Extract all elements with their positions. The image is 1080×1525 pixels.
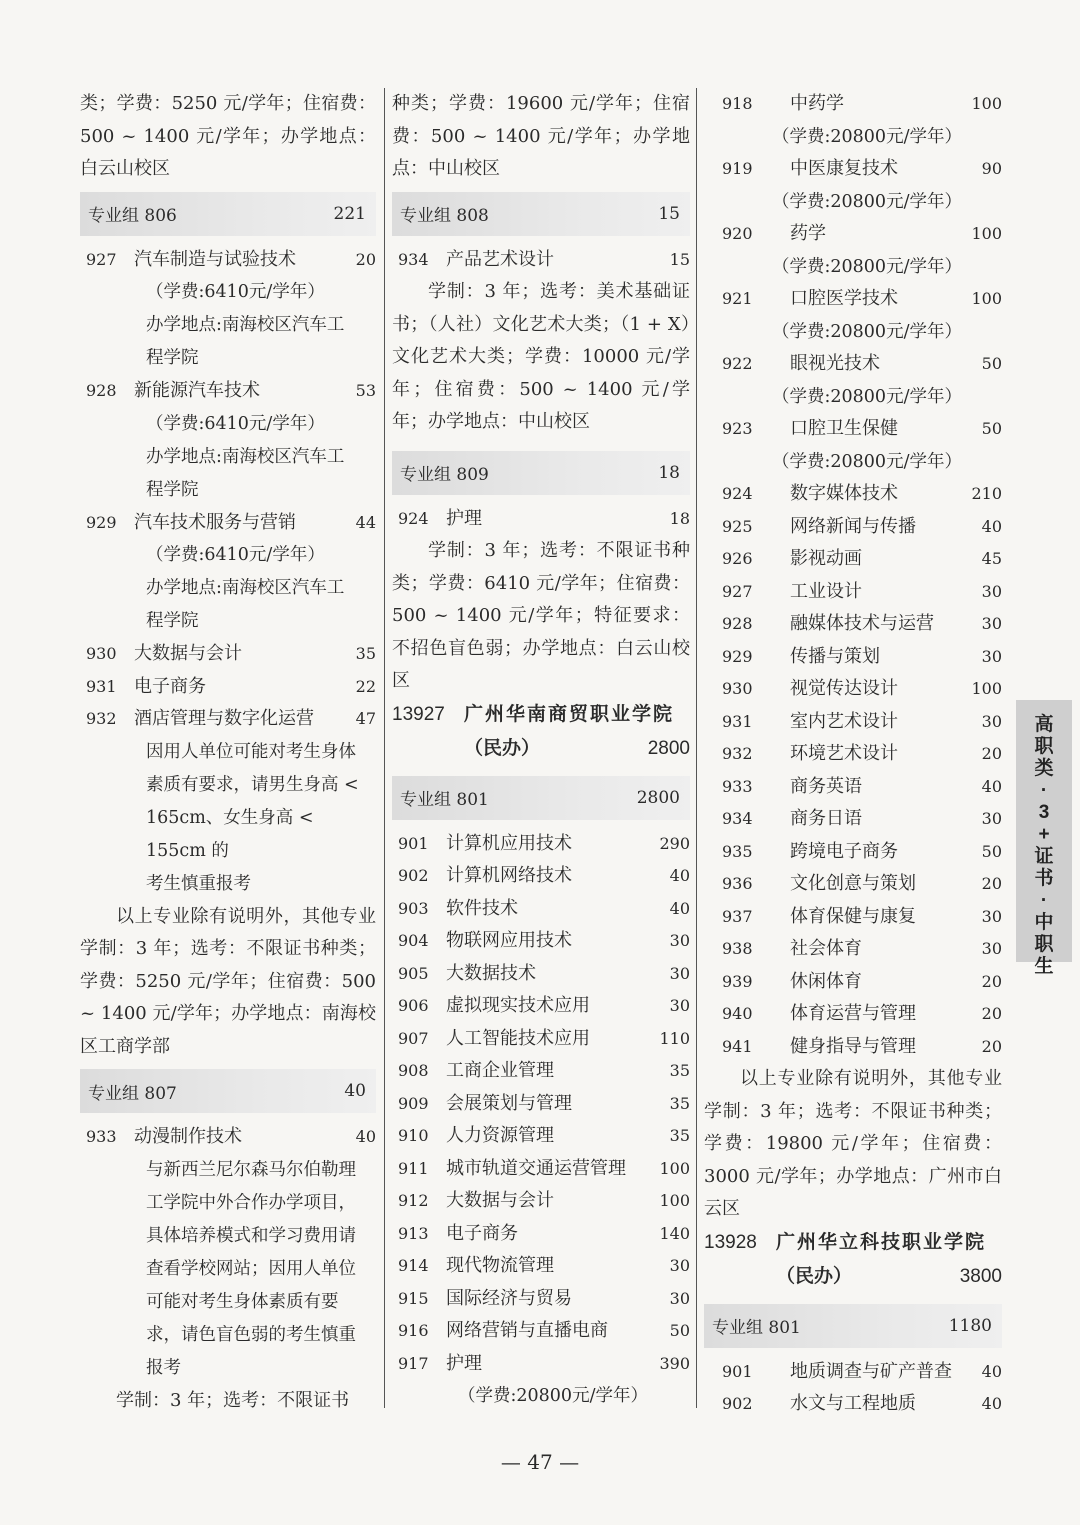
major-row: [392, 1250, 690, 1283]
major-note: 具体培养模式和学习费用请: [146, 1225, 356, 1246]
major-quota: 30: [981, 581, 1002, 601]
side-tab-char: 3: [1038, 802, 1050, 823]
major-row: [704, 1356, 1002, 1389]
major-row: [392, 990, 690, 1023]
major-row: [704, 543, 1002, 576]
major-name: 水文与工程地质: [790, 1393, 916, 1414]
major-name: 环境艺术设计: [790, 743, 898, 764]
major-note: （学费:20800元/学年）: [772, 191, 962, 212]
major-code: 930: [86, 644, 117, 663]
major-code: 927: [86, 249, 117, 269]
major-row: [704, 868, 1002, 901]
major-quota: 53: [355, 381, 376, 400]
school-type-row: [392, 732, 690, 766]
major-quota: 40: [981, 1394, 1002, 1413]
major-code: 902: [398, 866, 429, 885]
major-name: 传播与策划: [790, 645, 880, 667]
major-row: [80, 244, 376, 277]
major-quota: 40: [981, 776, 1002, 796]
major-note: （学费:6410元/学年）: [146, 545, 325, 565]
major-note: （学费:20800元/学年）: [772, 451, 962, 472]
major-name: 口腔卫生保健: [790, 418, 898, 439]
major-note: （学费:20800元/学年）: [772, 126, 962, 147]
major-code: 930: [722, 679, 753, 698]
major-quota: 140: [659, 1223, 690, 1243]
major-code: 938: [722, 939, 753, 958]
major-name: 会展策划与管理: [446, 1092, 572, 1114]
major-quota: 30: [669, 996, 690, 1015]
major-quota: 20: [981, 971, 1002, 991]
paragraph: 学制：3 年；选考：不限证书: [116, 1389, 350, 1411]
major-row: [704, 608, 1002, 641]
major-quota: 390: [659, 1353, 690, 1373]
group-header-801: [704, 1304, 1002, 1348]
major-quota: 90: [981, 159, 1002, 178]
major-row: [704, 803, 1002, 836]
major-code: 908: [398, 1061, 429, 1080]
major-note: 程学院: [146, 611, 199, 631]
major-name: 大数据与会计: [446, 1190, 554, 1211]
major-row: [704, 153, 1002, 186]
major-code: 925: [722, 516, 753, 536]
major-code: 920: [722, 224, 753, 243]
major-quota: 35: [355, 644, 376, 663]
major-list-801: [704, 1356, 1002, 1421]
major-code: 921: [722, 289, 753, 308]
major-quota: 22: [355, 676, 376, 696]
major-note: 办学地点:南海校区汽车工: [146, 446, 345, 467]
major-code: 933: [86, 1127, 117, 1146]
major-code: 924: [398, 508, 429, 528]
major-name: 视觉传达设计: [790, 678, 898, 699]
major-code: 919: [722, 159, 753, 178]
major-quota: 100: [971, 224, 1002, 243]
school-total: 3800: [959, 1265, 1002, 1287]
major-code: 918: [722, 94, 753, 113]
major-name: 网络新闻与传播: [790, 515, 916, 537]
major-quota: 30: [981, 906, 1002, 926]
major-code: 923: [722, 419, 753, 438]
major-row: [704, 738, 1002, 771]
major-list-801: [392, 828, 690, 1381]
paragraph: 种类；学费：19600 元/学年；住宿费：500 ~ 1400 元/学年；办学地点：中山校区: [392, 93, 690, 179]
major-note: 查看学校网站；因用人单位: [146, 1258, 356, 1279]
major-row: [704, 88, 1002, 121]
major-name: 室内艺术设计: [790, 710, 898, 732]
major-quota: 30: [669, 931, 690, 950]
major-name: 体育保健与康复: [790, 905, 916, 927]
major-name: 商务日语: [790, 808, 862, 829]
group-header-801: [392, 776, 690, 820]
major-name: 工商企业管理: [446, 1060, 554, 1081]
major-quota: 30: [981, 809, 1002, 828]
major-code: 934: [398, 249, 429, 269]
group-label: 专业组 807: [88, 1083, 177, 1104]
major-name: 城市轨道交通运营管理: [446, 1157, 626, 1179]
major-quota: 100: [971, 289, 1002, 308]
major-row: [392, 1120, 690, 1153]
major-quota: 44: [355, 512, 376, 532]
major-name: 中药学: [790, 93, 844, 114]
side-tab-char: 证: [1034, 846, 1054, 867]
school-type: （民办）: [776, 1265, 853, 1287]
major-quota: 20: [981, 874, 1002, 893]
major-quota: 20: [981, 1004, 1002, 1023]
paragraph: 学制：3 年；选考：不限证书种类；学费：6410 元/学年；住宿费：500 ~ 1400 元/学年；特征要求：不招色盲色弱；办学地点：白云山校区: [392, 540, 690, 691]
major-note: 办学地点:南海校区汽车工: [146, 578, 345, 598]
group-label: 专业组 808: [400, 206, 489, 226]
major-row: [704, 641, 1002, 674]
major-code: 929: [722, 646, 753, 666]
major-code: 909: [398, 1093, 429, 1113]
major-quota: 100: [659, 1191, 690, 1210]
major-quota: 40: [669, 898, 690, 918]
major-row: [704, 478, 1002, 511]
major-list-806: [80, 244, 376, 901]
major-code: 933: [722, 776, 753, 796]
major-quota: 100: [971, 679, 1002, 698]
column-divider-2: [696, 88, 697, 1408]
major-code: 905: [398, 963, 429, 983]
major-quota: 40: [669, 866, 690, 885]
major-row: [80, 638, 376, 671]
major-list-807: [80, 1121, 376, 1385]
side-tab-char: +: [1038, 824, 1050, 845]
major-quota: 35: [669, 1061, 690, 1080]
major-code: 940: [722, 1004, 753, 1023]
major-name: 融媒体技术与运营: [790, 613, 934, 634]
major-quota: 50: [981, 841, 1002, 861]
major-quota: 30: [669, 963, 690, 983]
major-name: 汽车制造与试验技术: [134, 248, 296, 270]
school-code: 13927: [392, 703, 445, 725]
major-row: [392, 1315, 690, 1348]
side-tab-char: 中: [1034, 912, 1054, 933]
major-quota: 30: [669, 1288, 690, 1308]
major-quota: 30: [981, 939, 1002, 958]
major-name: 大数据与会计: [134, 643, 242, 664]
major-row: [704, 218, 1002, 251]
school-name: 广州华南商贸职业学院: [464, 703, 675, 725]
major-code: 929: [86, 512, 117, 532]
major-name: 体育运营与管理: [790, 1003, 916, 1024]
major-code: 931: [86, 676, 117, 696]
major-row: [392, 1153, 690, 1186]
major-quota: 40: [981, 1361, 1002, 1381]
side-tab-char: ·: [1040, 890, 1048, 911]
major-code: 907: [398, 1028, 429, 1048]
major-name: 数字媒体技术: [790, 483, 898, 504]
major-row: [392, 925, 690, 958]
column-divider-1: [384, 88, 385, 1408]
major-code: 910: [398, 1126, 429, 1145]
major-quota: 45: [981, 549, 1002, 568]
group-label: 专业组 806: [88, 206, 177, 226]
major-name: 虚拟现实技术应用: [446, 995, 590, 1016]
column-2: [392, 88, 690, 1413]
major-name: 地质调查与矿产普查: [790, 1360, 952, 1382]
side-tab: [1016, 700, 1072, 977]
major-code: 901: [398, 833, 429, 853]
major-name: 影视动画: [790, 548, 862, 569]
side-tab-char: 书: [1034, 868, 1054, 889]
major-row: [80, 1121, 376, 1154]
major-note: （学费:20800元/学年）: [458, 1386, 648, 1406]
group-count: 40: [344, 1081, 366, 1101]
major-row: [704, 673, 1002, 706]
major-row: [392, 958, 690, 991]
major-quota: 20: [355, 249, 376, 269]
major-row: [392, 244, 690, 277]
major-list-col3: [704, 88, 1002, 1063]
group-count: 221: [333, 203, 366, 224]
major-row: [392, 1023, 690, 1056]
major-row: [392, 828, 690, 861]
major-row: [392, 1218, 690, 1251]
major-note: （学费:20800元/学年）: [772, 386, 962, 407]
major-row: [704, 933, 1002, 966]
major-code: 928: [722, 614, 753, 633]
major-row: [704, 511, 1002, 544]
major-note: 办学地点:南海校区汽车工: [146, 315, 345, 335]
group-header-809: [392, 451, 690, 495]
major-name: 动漫制作技术: [134, 1126, 242, 1147]
major-row: [704, 901, 1002, 934]
major-row: [392, 503, 690, 536]
major-quota: 100: [659, 1158, 690, 1178]
major-row: [704, 576, 1002, 609]
major-quota: 50: [669, 1321, 690, 1340]
major-name: 汽车技术服务与营销: [134, 511, 296, 533]
major-row: [704, 413, 1002, 446]
school-type-row: [704, 1260, 1002, 1294]
major-code: 937: [722, 906, 753, 926]
major-name: 商务英语: [790, 775, 862, 797]
group-label: 专业组 801: [400, 790, 489, 810]
major-quota: 20: [981, 744, 1002, 763]
major-code: 941: [722, 1036, 753, 1056]
major-row: [704, 966, 1002, 999]
major-quota: 18: [669, 508, 690, 528]
group-header-808: [392, 192, 690, 236]
major-row: [80, 375, 376, 408]
page-number: — 47 —: [500, 1450, 580, 1474]
major-code: 928: [86, 381, 117, 400]
major-name: 电子商务: [134, 675, 206, 697]
side-tab-char: 职: [1034, 736, 1054, 757]
major-name: 产品艺术设计: [446, 248, 554, 270]
major-note: 程学院: [146, 348, 199, 368]
major-note: 程学院: [146, 479, 199, 500]
major-name: 眼视光技术: [790, 353, 880, 374]
major-code: 932: [722, 744, 753, 763]
major-name: 药学: [790, 223, 826, 244]
major-quota: 110: [659, 1028, 690, 1048]
side-tab-char: 生: [1034, 956, 1054, 977]
major-row: [80, 507, 376, 540]
major-name: 健身指导与管理: [790, 1035, 916, 1057]
school-header: [392, 698, 690, 732]
major-quota: 50: [981, 419, 1002, 438]
major-note: （学费:20800元/学年）: [772, 321, 962, 342]
school-code: 13928: [704, 1231, 757, 1253]
school-total: 2800: [647, 737, 690, 759]
major-quota: 290: [659, 833, 690, 853]
major-note: （学费:20800元/学年）: [772, 256, 962, 277]
paragraph: 以上专业除有说明外，其他专业学制：3 年；选考：不限证书种类；学费：19800 元/学年；住宿费：3000 元/学年；办学地点：广州市白云区: [704, 1068, 1002, 1219]
major-row: [704, 998, 1002, 1031]
major-quota: 50: [981, 354, 1002, 373]
major-name: 中医康复技术: [790, 158, 898, 179]
major-note: 报考: [146, 1357, 181, 1378]
major-row: [392, 893, 690, 926]
major-code: 924: [722, 484, 753, 503]
major-name: 社会体育: [790, 938, 862, 959]
major-code: 936: [722, 874, 753, 893]
major-quota: 30: [669, 1256, 690, 1275]
group-count: 18: [658, 462, 680, 483]
major-code: 917: [398, 1353, 429, 1373]
major-name: 护理: [446, 507, 482, 529]
major-name: 软件技术: [446, 897, 518, 919]
school-type: （民办）: [464, 737, 541, 759]
column-3: [704, 88, 1002, 1421]
major-note: 考生慎重报考: [146, 873, 251, 894]
major-code: 903: [398, 898, 429, 918]
major-quota: 30: [981, 614, 1002, 633]
major-name: 电子商务: [446, 1222, 518, 1244]
major-code: 914: [398, 1256, 429, 1275]
group-header-806: [80, 192, 376, 236]
major-row: [392, 860, 690, 893]
major-row: [704, 771, 1002, 804]
major-note: 可能对考生身体素质有要: [146, 1291, 339, 1312]
major-code: 901: [722, 1361, 753, 1381]
major-row: [80, 703, 376, 736]
major-name: 文化创意与策划: [790, 873, 916, 894]
major-name: 口腔医学技术: [790, 288, 898, 309]
major-code: 932: [86, 709, 117, 728]
group-label: 专业组 801: [712, 1318, 801, 1338]
major-quota: 35: [669, 1126, 690, 1145]
major-quota: 100: [971, 94, 1002, 113]
major-code: 934: [722, 809, 753, 828]
major-name: 休闲体育: [790, 970, 862, 992]
major-row: [392, 1185, 690, 1218]
school-name: 广州华立科技职业学院: [776, 1231, 987, 1253]
major-name: 跨境电子商务: [790, 840, 898, 862]
major-name: 新能源汽车技术: [134, 380, 260, 401]
group-label: 专业组 809: [400, 465, 489, 485]
major-code: 926: [722, 549, 753, 568]
major-row: [704, 348, 1002, 381]
major-note: 求，请色盲色弱的考生慎重: [146, 1324, 356, 1345]
side-tab-char: ·: [1040, 780, 1048, 801]
major-code: 939: [722, 971, 753, 991]
group-count: 2800: [636, 787, 680, 808]
major-row: [392, 1055, 690, 1088]
major-name: 国际经济与贸易: [446, 1287, 572, 1309]
side-tab-char: 职: [1034, 934, 1054, 955]
major-note: （学费:6410元/学年）: [146, 413, 325, 434]
major-name: 大数据技术: [446, 962, 536, 984]
group-count: 15: [658, 203, 680, 224]
major-code: 911: [398, 1158, 429, 1178]
column-1: [80, 88, 376, 1417]
major-row: [704, 836, 1002, 869]
major-code: 931: [722, 711, 753, 731]
major-row: [704, 1388, 1002, 1421]
major-row: [392, 1283, 690, 1316]
major-row: [704, 706, 1002, 739]
major-row: [392, 1088, 690, 1121]
paragraph: 以上专业除有说明外，其他专业学制：3 年；选考：不限证书种类；学费：5250 元/学年；住宿费：500 ~ 1400 元/学年；办学地点：南海校区工商学部: [80, 905, 376, 1057]
major-row: [80, 671, 376, 704]
major-name: 计算机网络技术: [446, 865, 572, 886]
side-tab-char: 高: [1034, 714, 1054, 735]
major-name: 网络营销与直播电商: [446, 1320, 608, 1341]
major-row: [704, 283, 1002, 316]
major-name: 现代物流管理: [446, 1255, 554, 1276]
group-count: 1180: [948, 1315, 992, 1336]
major-name: 物联网应用技术: [446, 930, 572, 951]
major-quota: 30: [981, 711, 1002, 731]
major-note: 与新西兰尼尔森马尔伯勒理: [146, 1159, 356, 1180]
major-name: 人力资源管理: [446, 1125, 554, 1146]
major-quota: 30: [981, 646, 1002, 666]
major-code: 922: [722, 354, 753, 373]
major-code: 912: [398, 1191, 429, 1210]
major-name: 计算机应用技术: [446, 832, 572, 854]
major-quota: 35: [669, 1093, 690, 1113]
major-name: 护理: [446, 1352, 482, 1374]
side-tab-char: 类: [1034, 758, 1054, 779]
group-header-807: [80, 1069, 376, 1113]
major-note: 工学院中外合作办学项目，: [146, 1192, 356, 1213]
major-code: 902: [722, 1394, 753, 1413]
major-code: 904: [398, 931, 429, 950]
major-code: 935: [722, 841, 753, 861]
major-code: 927: [722, 581, 753, 601]
major-name: 工业设计: [790, 580, 862, 602]
major-name: 酒店管理与数字化运营: [134, 708, 314, 729]
major-quota: 47: [355, 709, 376, 728]
paragraph: 学制：3 年；选考：美术基础证书；（人社）文化艺术大类；（1 + X）文化艺术大类；学费：10000 元/学年；住宿费：500 ~ 1400 元/学年；办学地点：中山校区: [392, 281, 690, 432]
major-code: 906: [398, 996, 429, 1015]
major-code: 916: [398, 1321, 429, 1340]
major-note: 165cm、女生身高 < 155cm 的: [146, 807, 314, 861]
major-note: 素质有要求，请男生身高 <: [146, 774, 359, 795]
major-note: （学费:6410元/学年）: [146, 282, 325, 302]
major-quota: 40: [981, 516, 1002, 536]
paragraph: 类；学费：5250 元/学年；住宿费：500 ~ 1400 元/学年；办学地点：白云山校区: [80, 93, 376, 179]
school-header: [704, 1226, 1002, 1260]
major-quota: 15: [669, 249, 690, 269]
major-code: 913: [398, 1223, 429, 1243]
major-quota: 40: [355, 1127, 376, 1146]
major-quota: 210: [971, 484, 1002, 503]
major-quota: 20: [981, 1036, 1002, 1056]
major-note: 因用人单位可能对考生身体: [146, 741, 356, 762]
major-code: 915: [398, 1288, 429, 1308]
major-row: [392, 1348, 690, 1381]
major-row: [704, 1031, 1002, 1064]
major-name: 人工智能技术应用: [446, 1027, 590, 1049]
